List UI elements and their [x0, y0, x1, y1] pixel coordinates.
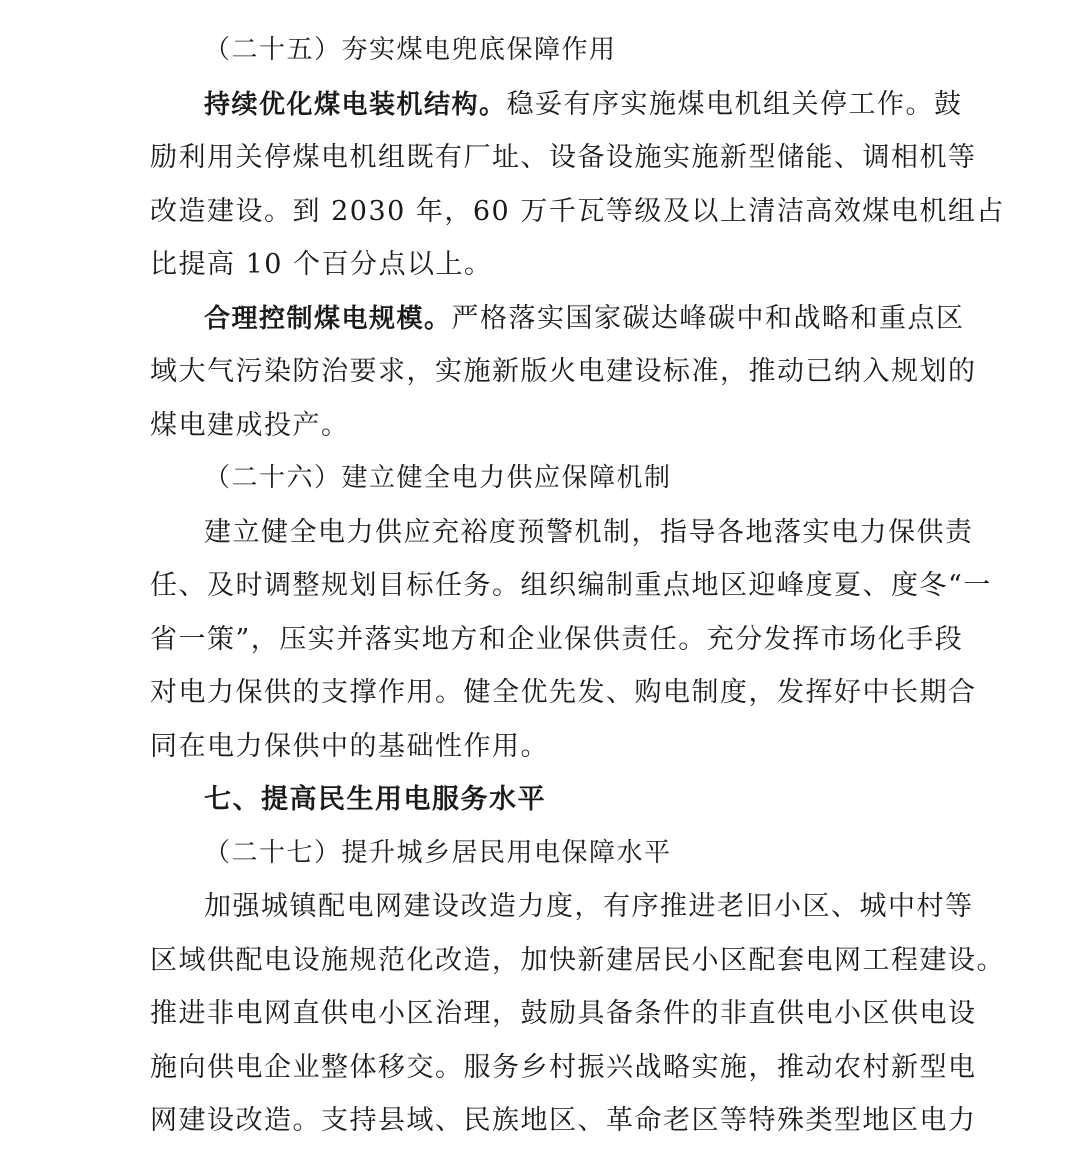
- paragraph-line: 推进非电网直供电小区治理，鼓励具备条件的非直供电小区供电设: [150, 998, 977, 1029]
- subsection-heading-27: （二十七）提升城乡居民用电保障水平: [204, 837, 672, 868]
- subsection-heading-25: （二十五）夯实煤电兜底保障作用: [204, 35, 617, 65]
- paragraph-lead: 持续优化煤电装机结构。: [204, 89, 507, 120]
- paragraph-line: 加强城镇配电网建设改造力度，有序推进老旧小区、城中村等: [204, 891, 974, 922]
- paragraph-line: 区域供配电设施规范化改造，加快新建居民小区配套电网工程建设。: [150, 944, 1005, 976]
- subsection-heading-26: （二十六）建立健全电力供应保障机制: [204, 463, 672, 493]
- paragraph-line: 同在电力保供中的基础性作用。: [150, 730, 549, 762]
- paragraph-text: 严格落实国家碳达峰碳中和战略和重点区: [451, 302, 965, 334]
- paragraph-line: 比提高 10 个百分点以上。: [150, 249, 493, 280]
- paragraph-line: [150, 78, 963, 132]
- paragraph-line: [150, 292, 965, 346]
- paragraph-line: 对电力保供的支撑作用。健全优先发、购电制度，发挥好中长期合: [150, 677, 977, 708]
- paragraph-line: 煤电建成投产。: [150, 409, 350, 441]
- paragraph-text: 稳妥有序实施煤电机组关停工作。鼓: [506, 88, 963, 120]
- section-heading-7: 七、提高民生用电服务水平: [204, 784, 546, 815]
- paragraph-line: 网建设改造。支持县域、民族地区、革命老区等特殊类型地区电力: [150, 1105, 977, 1136]
- paragraph-line: 省一策”，压实并落实地方和企业保供责任。充分发挥市场化手段: [150, 623, 964, 655]
- paragraph-line: 改造建设。到 2030 年，60 万千瓦等级及以上清洁高效煤电机组占: [150, 195, 1005, 227]
- paragraph-line: 任、及时调整规划目标任务。组织编制重点地区迎峰度夏、度冬“一: [150, 570, 992, 601]
- paragraph-lead: 合理控制煤电规模。: [204, 303, 452, 334]
- paragraph-line: 励利用关停煤电机组既有厂址、设备设施实施新型储能、调相机等: [150, 142, 977, 173]
- paragraph-line: 建立健全电力供应充裕度预警机制，指导各地落实电力保供责: [204, 516, 974, 548]
- paragraph-line: 施向供电企业整体移交。服务乡村振兴战略实施，推动农村新型电: [150, 1051, 977, 1083]
- paragraph-line: 域大气污染防治要求，实施新版火电建设标准，推动已纳入规划的: [150, 356, 977, 387]
- document-page: [150, 24, 1005, 1148]
